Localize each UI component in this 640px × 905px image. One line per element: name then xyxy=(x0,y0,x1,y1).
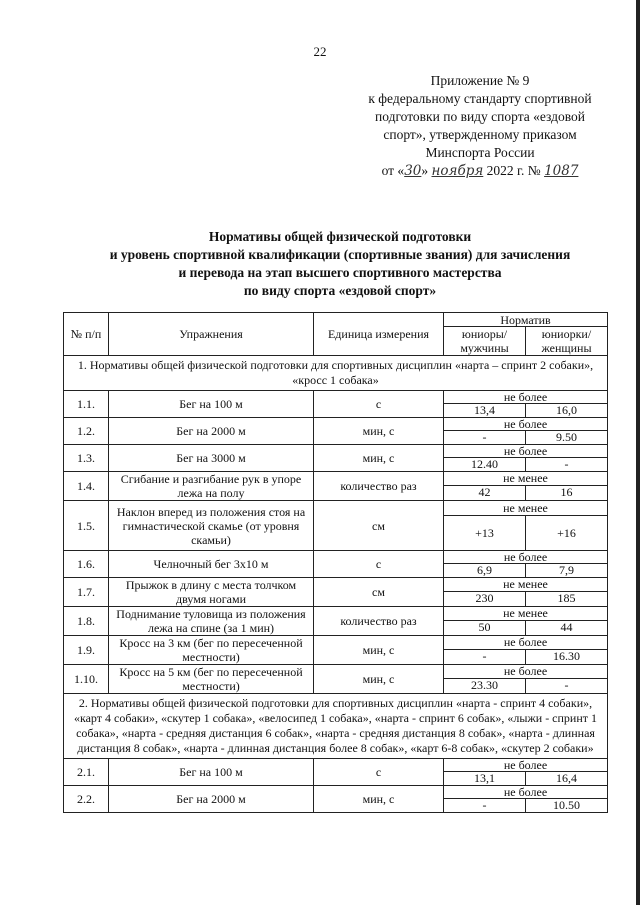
cell-men: 230 xyxy=(444,591,526,606)
appendix-line: спорт», утвержденному приказом xyxy=(383,127,577,142)
cell-unit: мин, с xyxy=(314,445,444,472)
section-row xyxy=(64,356,608,391)
cell-women: 185 xyxy=(526,591,608,606)
cell-qualifier: не более xyxy=(444,759,608,772)
appendix-line: подготовки по виду спорта «ездовой xyxy=(374,109,585,124)
header-exercise: Упражнения xyxy=(109,313,314,356)
table-row xyxy=(64,607,608,621)
table-row xyxy=(64,551,608,564)
cell-men: 13,4 xyxy=(444,404,526,418)
cell-exercise: Бег на 2000 м xyxy=(109,786,314,813)
cell-exercise: Бег на 2000 м xyxy=(109,418,314,445)
cell-women: 16,0 xyxy=(526,404,608,418)
handwritten-day: 30 xyxy=(404,163,422,179)
header-women: юниорки/ женщины xyxy=(526,327,608,356)
title-line: Нормативы общей физической подготовки xyxy=(208,229,472,244)
cell-men: +13 xyxy=(444,516,526,551)
cell-exercise: Наклон вперед из положения стоя на гимнастической скамье (от уровня скамьи) xyxy=(109,501,314,551)
cell-qualifier: не менее xyxy=(444,501,608,516)
table-row xyxy=(64,445,608,458)
cell-num: 1.4. xyxy=(64,472,109,501)
cell-women: 16 xyxy=(526,485,608,500)
cell-unit: мин, с xyxy=(314,636,444,665)
cell-num: 2.1. xyxy=(64,759,109,786)
cell-men: 42 xyxy=(444,485,526,500)
cell-exercise: Сгибание и разгибание рук в упоре лежа на полу xyxy=(109,472,314,501)
cell-qualifier: не более xyxy=(444,665,608,679)
cell-num: 1.2. xyxy=(64,418,109,445)
cell-num: 2.2. xyxy=(64,786,109,813)
date-year: 2022 г. № xyxy=(486,163,541,178)
cell-exercise: Прыжок в длину с места толчком двумя ногами xyxy=(109,578,314,607)
cell-exercise: Поднимание туловища из положения лежа на спине (за 1 мин) xyxy=(109,607,314,636)
cell-exercise: Челночный бег 3х10 м xyxy=(109,551,314,578)
cell-exercise: Кросс на 5 км (бег по пересеченной местности) xyxy=(109,665,314,694)
header-men: юниоры/ мужчины xyxy=(444,327,526,356)
cell-num: 1.9. xyxy=(64,636,109,665)
cell-num: 1.6. xyxy=(64,551,109,578)
cell-unit: с xyxy=(314,551,444,578)
table-row xyxy=(64,472,608,486)
scan-edge xyxy=(636,0,640,905)
header-unit: Единица измерения xyxy=(314,313,444,356)
handwritten-order-number: 1087 xyxy=(544,163,579,179)
cell-unit: с xyxy=(314,759,444,786)
cell-num: 1.7. xyxy=(64,578,109,607)
cell-women: - xyxy=(526,678,608,693)
cell-num: 1.8. xyxy=(64,607,109,636)
cell-exercise: Бег на 100 м xyxy=(109,759,314,786)
table-row xyxy=(64,759,608,772)
cell-men: 23.30 xyxy=(444,678,526,693)
cell-num: 1.1. xyxy=(64,391,109,418)
table-row xyxy=(64,786,608,799)
appendix-block xyxy=(340,72,620,180)
cell-men: 6,9 xyxy=(444,564,526,578)
cell-num: 1.3. xyxy=(64,445,109,472)
table-row xyxy=(64,665,608,679)
cell-unit: мин, с xyxy=(314,786,444,813)
cell-unit: количество раз xyxy=(314,607,444,636)
cell-exercise: Бег на 100 м xyxy=(109,391,314,418)
title-line: и перевода на этап высшего спортивного мастерства xyxy=(178,265,502,280)
cell-qualifier: не более xyxy=(444,445,608,458)
cell-women: 7,9 xyxy=(526,564,608,578)
section-title: 1. Нормативы общей физической подготовки для спортивных дисциплин «нарта – спринт 2 собаки», «кросс 1 собака» xyxy=(64,356,608,391)
appendix-line: Приложение № 9 xyxy=(430,73,530,88)
cell-men: - xyxy=(444,649,526,664)
cell-women: 9.50 xyxy=(526,431,608,445)
cell-exercise: Бег на 3000 м xyxy=(109,445,314,472)
cell-qualifier: не более xyxy=(444,786,608,799)
cell-qualifier: не менее xyxy=(444,472,608,486)
header-row xyxy=(64,313,608,327)
cell-men: 12.40 xyxy=(444,458,526,472)
cell-women: 44 xyxy=(526,620,608,635)
header-num: № п/п xyxy=(64,313,109,356)
cell-women: 16,4 xyxy=(526,772,608,786)
cell-qualifier: не менее xyxy=(444,578,608,592)
cell-exercise: Кросс на 3 км (бег по пересеченной местности) xyxy=(109,636,314,665)
cell-num: 1.5. xyxy=(64,501,109,551)
table-row xyxy=(64,636,608,650)
date-prefix: от « xyxy=(381,163,405,178)
appendix-line: к федеральному стандарту спортивной xyxy=(368,91,592,106)
cell-women: 10.50 xyxy=(526,799,608,813)
table-row xyxy=(64,578,608,592)
cell-qualifier: не более xyxy=(444,391,608,404)
cell-men: 50 xyxy=(444,620,526,635)
date-mid: » xyxy=(421,163,429,178)
cell-men: - xyxy=(444,431,526,445)
table-row xyxy=(64,418,608,431)
appendix-line: Минспорта России xyxy=(425,145,535,160)
header-norm: Норматив xyxy=(444,313,608,327)
table-row xyxy=(64,501,608,516)
table-row xyxy=(64,391,608,404)
handwritten-month: ноября xyxy=(431,163,484,179)
cell-men: - xyxy=(444,799,526,813)
cell-women: - xyxy=(526,458,608,472)
page-number: 22 xyxy=(313,44,327,59)
norms-table xyxy=(63,312,608,813)
cell-unit: мин, с xyxy=(314,665,444,694)
appendix-date xyxy=(340,162,620,180)
cell-qualifier: не более xyxy=(444,551,608,564)
cell-unit: с xyxy=(314,391,444,418)
title-line: и уровень спортивной квалификации (спортивные звания) для зачисления xyxy=(109,247,571,262)
section-title: 2. Нормативы общей физической подготовки для спортивных дисциплин «нарта - спринт 4 собаки», «карт 4 собаки», «скутер 1 собака», «велосипед 1 собака», «нарта - спринт 6 собак», «лыжи - спринт 1 собака», «нарта - средняя дистанция 6 собак», «нарта - средняя дистанция 8 собак», «нарта - длинная дистанция 8 собак», «нарта - длинная дистанция более 8 собак», «карт 6-8 собак», «скутер 2 собаки» xyxy=(64,694,608,759)
cell-men: 13,1 xyxy=(444,772,526,786)
cell-unit: см xyxy=(314,578,444,607)
cell-qualifier: не более xyxy=(444,418,608,431)
title-line: по виду спорта «ездовой спорт» xyxy=(243,283,437,298)
cell-qualifier: не менее xyxy=(444,607,608,621)
cell-unit: см xyxy=(314,501,444,551)
cell-num: 1.10. xyxy=(64,665,109,694)
section-row xyxy=(64,694,608,759)
cell-women: +16 xyxy=(526,516,608,551)
cell-unit: количество раз xyxy=(314,472,444,501)
cell-women: 16.30 xyxy=(526,649,608,664)
document-title xyxy=(60,228,620,300)
cell-unit: мин, с xyxy=(314,418,444,445)
cell-qualifier: не более xyxy=(444,636,608,650)
